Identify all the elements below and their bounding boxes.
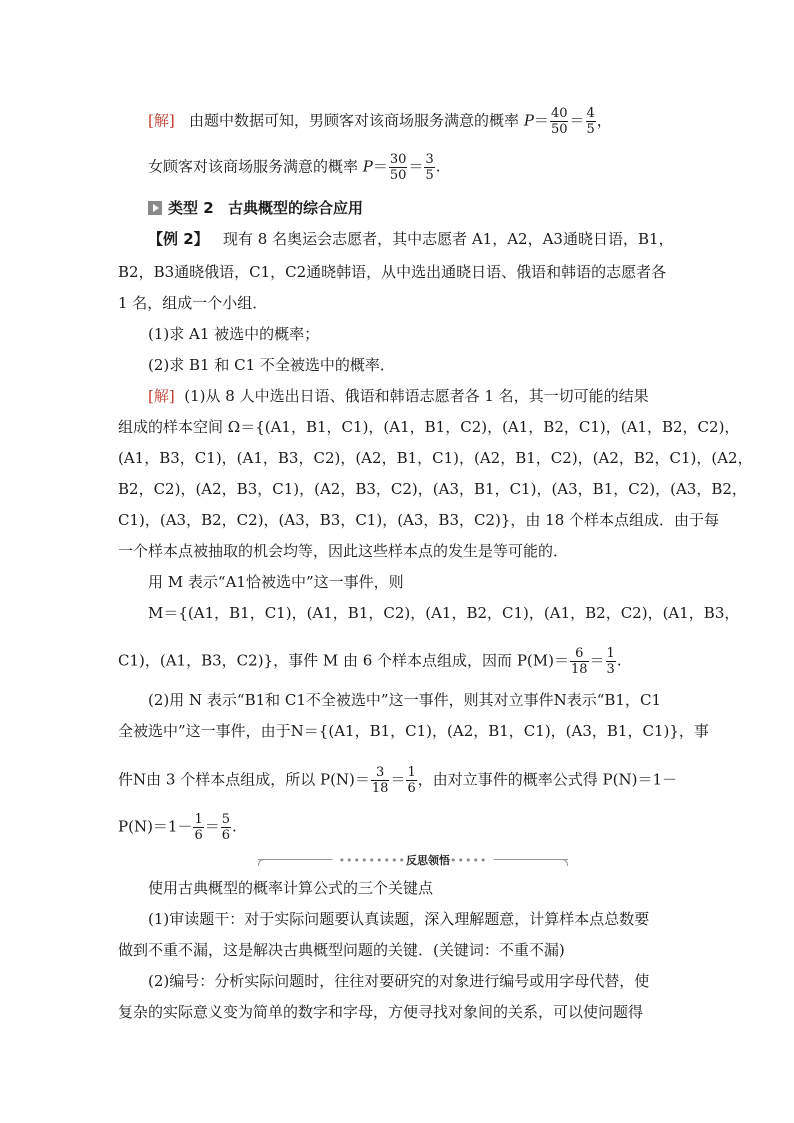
text-run: 由题中数据可知，男顾客对该商场服务满意的概率 xyxy=(189,111,520,130)
event-n-line-1: (2)用 N 表示“B1和 C1不全被选中”这一事件，则其对立事件N表示“B1，C1 xyxy=(148,691,661,709)
text-run: 现有 8 名奥运会志愿者，其中志愿者 A1，A2，A3通晓日语，B1， xyxy=(222,230,674,248)
reflection-point-2a: (2)编号：分析实际问题时，往往对要研究的对象进行编号或用字母代替，使 xyxy=(148,972,650,990)
text-run: P(N)＝1－ xyxy=(118,817,193,836)
question-1: (1)求 A1 被选中的概率； xyxy=(148,325,320,343)
reflection-divider: •••••••••反思领悟••••• xyxy=(258,852,568,866)
example-tag: 【例 2】 xyxy=(148,230,209,248)
type-label: 类型 2 xyxy=(168,199,214,217)
fraction: $\frac{1}{3}$ xyxy=(606,646,615,677)
fraction: $\frac{4}{5}$ xyxy=(586,106,595,137)
sample-space-line-4: C1)，(A3，B2，C2)，(A3，B3，C1)，(A3，B3，C2)}，由 18 个样本点组成．由于每 xyxy=(118,511,720,529)
event-n-line-3: 件N由 3 个样本点组成，所以 P(N)＝ $\frac{3}{18}$ ＝ $\frac{1}{6}$ ，由对立事件的概率公式得 P(N)＝1－ xyxy=(118,765,677,796)
divider-label: 反思领悟 xyxy=(405,854,450,867)
text-run: 女顾客对该商场服务满意的概率 xyxy=(148,157,359,176)
event-m-intro: 用 M 表示“A1恰被选中”这一事件，则 xyxy=(148,573,404,591)
type-title: 古典概型的综合应用 xyxy=(227,199,363,217)
play-triangle-icon xyxy=(148,201,162,215)
solution-tag: [解] xyxy=(148,387,175,405)
event-n-line-2: 全被选中”这一事件，由于N＝{(A1，B1，C1)，(A2，B1，C1)，(A3，B1，C1)}，事 xyxy=(118,722,709,740)
fraction: $\frac{3}{18}$ xyxy=(371,765,389,796)
reflection-title: 使用古典概型的概率计算公式的三个关键点 xyxy=(148,879,434,897)
event-m-prob: C1)，(A1，B3，C2)}，事件 M 由 6 个样本点组成，因而 P(M)＝ $\frac{6}{18}$ ＝ $\frac{1}{3}$ . xyxy=(118,646,622,677)
sample-space-line-2: (A1，B3，C1)，(A1，B3，C2)，(A2，B1，C1)，(A2，B1，C2)，(A2，B2，C1)，(A2， xyxy=(118,449,753,467)
reflection-point-1a: (1)审读题干：对于实际问题要认真读题，深入理解题意，计算样本点总数要 xyxy=(148,910,650,928)
fraction: $\frac{5}{6}$ xyxy=(221,812,231,843)
sample-space-line-1: 组成的样本空间 Ω＝{(A1，B1，C1)，(A1，B1，C2)，(A1，B2，C1)，(A1，B2，C2)， xyxy=(118,418,740,436)
example-line-1 xyxy=(148,229,708,249)
event-m-set: M＝{(A1，B1，C1)，(A1，B1，C2)，(A1，B2，C1)，(A1，B2，C2)，(A1，B3， xyxy=(148,604,740,622)
text-run: (1)从 8 人中选出日语、俄语和韩语志愿者各 1 名，其一切可能的结果 xyxy=(184,387,649,405)
fraction: $\frac{30}{50}$ xyxy=(389,152,407,183)
reflection-point-2b: 复杂的实际意义变为简单的数字和字母，方便寻找对象间的关系，可以使问题得 xyxy=(118,1003,644,1021)
fraction: $\frac{3}{5}$ xyxy=(425,152,434,183)
sample-space-line-5: 一个样本点被抽取的机会均等，因此这些样本点的发生是等可能的． xyxy=(118,542,569,560)
example-line-2: B2，B3通晓俄语，C1，C2通晓韩语，从中选出通晓日语、俄语和韩语的志愿者各 xyxy=(118,263,667,281)
sample-space-line-3: B2，C2)，(A2，B3，C1)，(A2，B3，C2)，(A3，B1，C1)，(A3，B1，C2)，(A3，B2， xyxy=(118,480,747,498)
text-run: 件N由 3 个样本点组成，所以 P(N)＝ xyxy=(118,770,370,789)
event-n-line-4: P(N)＝1－ $\frac{1}{6}$ ＝ $\frac{5}{6}$ . xyxy=(118,812,237,843)
solution-line-2: 女顾客对该商场服务满意的概率 P＝ $\frac{30}{50}$ ＝ $\frac{3}{5}$ . xyxy=(148,152,441,183)
fraction: $\frac{1}{6}$ xyxy=(407,765,416,796)
solution2-line-1 xyxy=(148,386,708,406)
solution-line-1: [解] 由题中数据可知，男顾客对该商场服务满意的概率 P＝ $\frac{40}{50}$ ＝ $\frac{4}{5}$ ， xyxy=(148,106,612,137)
reflection-point-1b: 做到不重不漏，这是解决古典概型问题的关键．(关键词：不重不漏) xyxy=(118,941,565,959)
fraction: $\frac{40}{50}$ xyxy=(550,106,568,137)
text-run: ，由对立事件的概率公式得 P(N)＝1－ xyxy=(417,770,677,789)
question-2: (2)求 B1 和 C1 不全被选中的概率． xyxy=(148,356,395,374)
solution-tag: [解] xyxy=(148,111,175,130)
example-line-3: 1 名，组成一个小组． xyxy=(118,294,268,312)
text-run: C1)，(A1，B3，C2)}，事件 M 由 6 个样本点组成，因而 P(M)＝ xyxy=(118,651,569,670)
fraction: $\frac{6}{18}$ xyxy=(570,646,588,677)
section-heading xyxy=(148,198,708,218)
fraction: $\frac{1}{6}$ xyxy=(194,812,203,843)
